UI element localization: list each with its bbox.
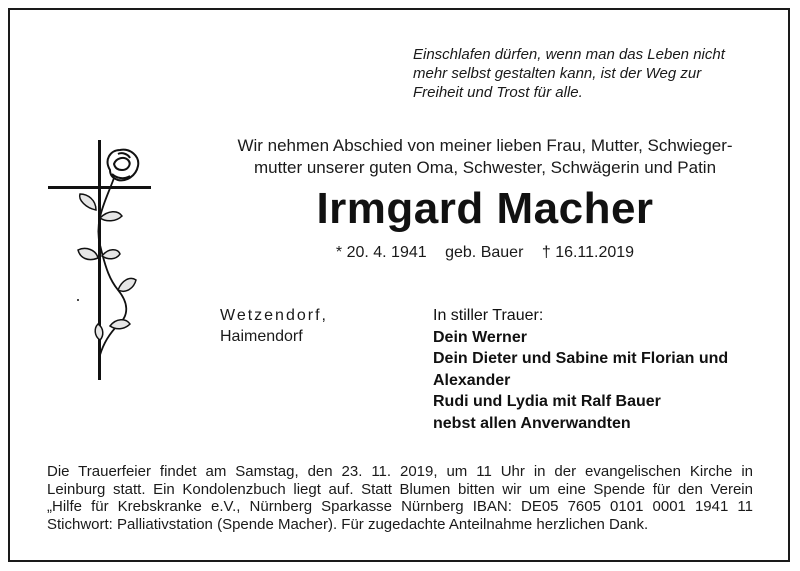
mourner-line-3: Alexander — [433, 371, 511, 389]
footer-line-4: Stichwort: Palliativstation (Spende Macher). Für zugedachte Anteilnahme herzlichen Dank. — [47, 515, 649, 533]
mourners-heading: In stiller Trauer: — [433, 307, 544, 324]
footer-line-1: Die Trauerfeier findet am Samstag, den 23. 11. 2019, um 11 Uhr in der evangelischen Kirche in — [47, 463, 753, 480]
motto-line-2: mehr selbst gestalten kann, ist der Weg zur — [413, 65, 702, 82]
deceased-name: Irmgard Macher — [316, 184, 654, 233]
place-line-2: Haimendorf — [220, 328, 303, 345]
maiden-name: geb. Bauer — [445, 244, 524, 261]
motto-line-3: Freiheit und Trost für alle. — [413, 84, 583, 101]
mourner-line-2: Dein Dieter und Sabine mit Florian und — [433, 350, 729, 367]
motto-quote — [413, 45, 773, 102]
places — [220, 305, 328, 347]
death-date: † 16.11.2019 — [541, 244, 635, 261]
mourner-line-1: Dein Werner — [433, 328, 527, 346]
birth-date: * 20. 4. 1941 — [335, 244, 427, 261]
mourner-line-4: Rudi und Lydia mit Ralf Bauer — [433, 393, 661, 410]
place-line-1: Wetzendorf, — [220, 307, 328, 324]
funeral-info — [47, 463, 753, 533]
life-dates — [205, 242, 765, 264]
mourner-line-5: nebst allen Anverwandten — [433, 414, 631, 432]
mourners-list — [433, 305, 773, 434]
intro-text — [205, 135, 765, 179]
intro-line-1: Wir nehmen Abschied von meiner lieben Frau, Mutter, Schwieger- — [237, 136, 733, 155]
motto-line-1: Einschlafen dürfen, wenn man das Leben nicht — [413, 46, 725, 63]
cross-with-rose-icon — [48, 130, 158, 390]
footer-line-2: Leinburg statt. Ein Kondolenzbuch liegt auf. Statt Blumen bitten wir um eine Spende für den Verein — [47, 480, 753, 498]
footer-line-3: „Hilfe für Krebskranke e.V., Nürnberg Sparkasse Nürnberg IBAN: DE05 7605 0101 0001 1941 11 — [47, 498, 753, 515]
intro-line-2: mutter unserer guten Oma, Schwester, Schwägerin und Patin — [253, 158, 717, 177]
